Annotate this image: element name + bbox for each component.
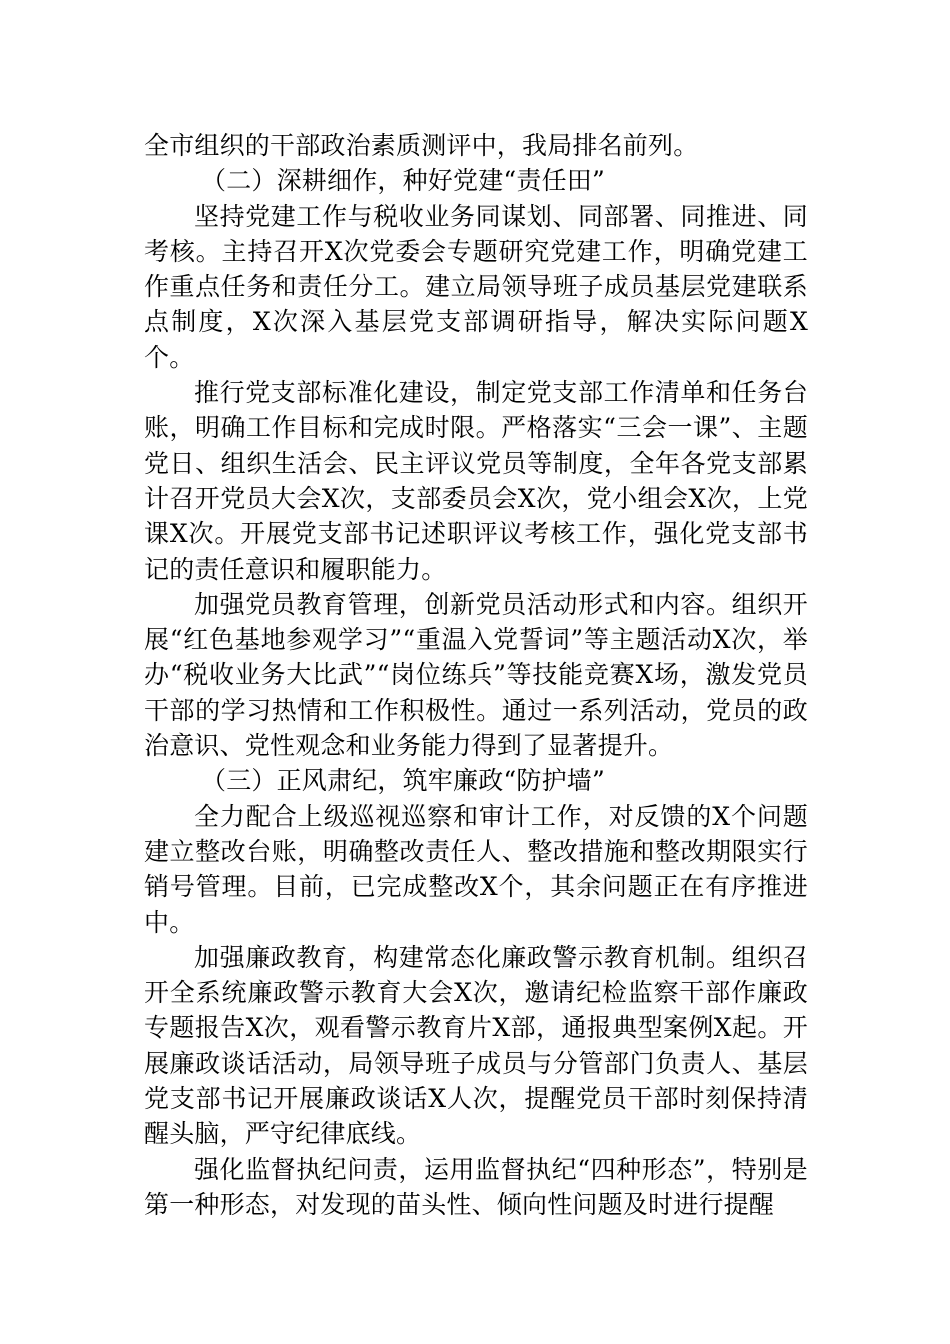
paragraph: 加强廉政教育，构建常态化廉政警示教育机制。组织召开全系统廉政警示教育大会X次，邀请纪检监察干部作廉政专题报告X次，观看警示教育片X部，通报典型案例X起。开展廉政谈话活动，局领导班子成员与分管部门负责人、基层党支部书记开展廉政谈话X人次，提醒党员干部时刻保持清醒头脑，严守纪律底线。: [144, 942, 808, 1149]
section-heading-2: （二）深耕细作，种好党建“责任田”: [201, 166, 605, 196]
paragraph: 推行党支部标准化建设，制定党支部工作清单和任务台账，明确工作目标和完成时限。严格落实“三会一课”、主题党日、组织生活会、民主评议党员等制度，全年各党支部累计召开党员大会X次，支部委员会X次，党小组会X次，上党课X次。开展党支部书记述职评议考核工作，强化党支部书记的责任意识和履职能力。: [144, 378, 808, 584]
document-body: [144, 128, 808, 1222]
section-heading-3: （三）正风肃纪，筑牢廉政“防护墙”: [201, 766, 605, 796]
paragraph: 坚持党建工作与税收业务同谋划、同部署、同推进、同考核。主持召开X次党委会专题研究党建工作，明确党建工作重点任务和责任分工。建立局领导班子成员基层党建联系点制度，X次深入基层党支部调研指导，解决实际问题X个。: [144, 201, 808, 372]
paragraph: 全力配合上级巡视巡察和审计工作，对反馈的X个问题建立整改台账，明确整改责任人、整改措施和整改期限实行销号管理。目前，已完成整改X个，其余问题正在有序推进中。: [144, 801, 808, 937]
paragraph: 强化监督执纪问责，运用监督执纪“四种形态”，特别是第一种形态，对发现的苗头性、倾向性问题及时进行提醒: [144, 1154, 808, 1219]
paragraph-continuation: 全市组织的干部政治素质测评中，我局排名前列。: [144, 131, 699, 160]
paragraph: 加强党员教育管理，创新党员活动形式和内容。组织开展“红色基地参观学习”“重温入党誓词”等主题活动X次，举办“税收业务大比武”“岗位练兵”等技能竞赛X场，激发党员干部的学习热情和工作积极性。通过一系列活动，党员的政治意识、党性观念和业务能力得到了显著提升。: [144, 589, 808, 761]
